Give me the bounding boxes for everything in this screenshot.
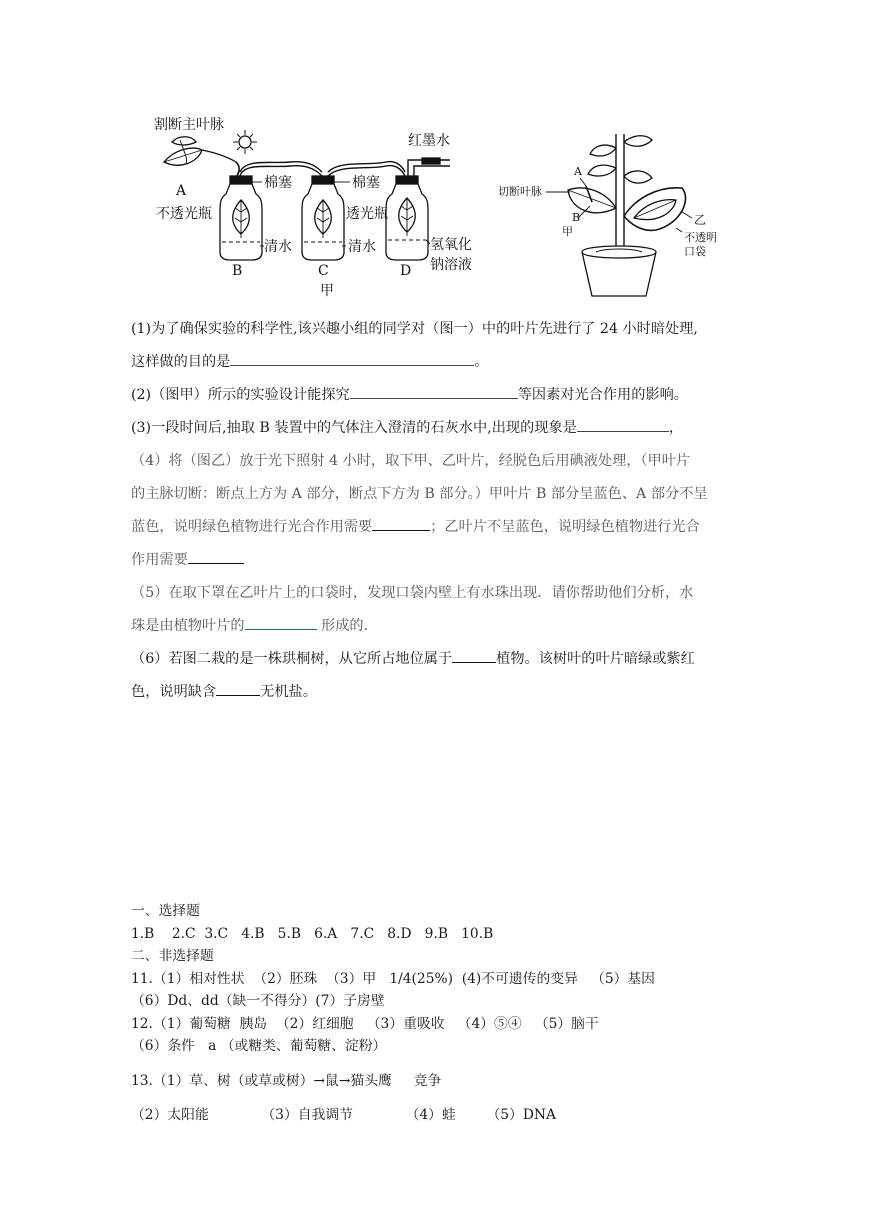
q4-text-c: 乙叶片不呈蓝色，说明绿色植物进行光合 (444, 519, 700, 535)
answer-12-line2: （6）条件 a （或糖类、葡萄糖、淀粉） (131, 1038, 387, 1054)
section2-title: 二、非选择题 (131, 948, 214, 964)
q1-end: 。 (474, 354, 489, 370)
q3-text-b: ， (668, 420, 684, 436)
yi-label-cut-leaf-vein: 切断叶脉 (498, 185, 542, 198)
figure-jia (150, 112, 472, 304)
q6-text-b: 植物。该树叶的叶片暗绿或紫红 (496, 651, 695, 667)
q2-answer-blank[interactable] (350, 384, 518, 399)
flower-pot (582, 246, 656, 258)
label-b: B (232, 263, 243, 279)
q5-line1: （5）在取下罩在乙叶片上的口袋时，发现口袋内壁上有水珠出现．请你帮助他们分析，水 (131, 585, 694, 601)
yi-label-yi: 乙 (694, 213, 707, 227)
q3-text-a: (3)一段时间后,抽取 B 装置中的气体注入澄清的石灰水中,出现的现象是 (131, 420, 577, 436)
q4-answer-blank-2[interactable] (188, 549, 244, 564)
q6-line1 (131, 643, 751, 676)
q6-text-c: 色，说明缺含 (131, 684, 217, 700)
q4-line3 (131, 511, 751, 544)
label-red-ink: 红墨水 (408, 133, 450, 149)
q4-line1: （4）将（图乙）放于光下照射 4 小时，取下甲、乙叶片，经脱色后用碘液处理，（甲叶片 (131, 453, 691, 469)
label-d: D (400, 263, 412, 279)
answer-12-line1: 12.（1）葡萄糖 胰岛 （2）红细胞 （3）重吸收 （4）⑤④ （5）脑干 (131, 1015, 599, 1032)
q2-text-a: (2)（图甲）所示的实验设计能探究 (131, 387, 350, 403)
q6-text-d: 无机盐。 (260, 684, 317, 700)
q3-answer-blank[interactable] (577, 417, 669, 432)
label-c: C (318, 263, 329, 279)
questions-block (131, 313, 751, 709)
q6-line2 (131, 676, 751, 709)
label-a: A (176, 183, 187, 199)
yi-label-opaque-line2: 口袋 (684, 245, 706, 258)
section1-title: 一、选择题 (131, 903, 200, 919)
q6-text-a: （6）若图二栽的是一株珙桐树，从它所占地位属于 (131, 651, 453, 667)
q2-line (131, 379, 751, 412)
q4-text-d: 作用需要 (131, 552, 188, 568)
answer-13-line2: （2）太阳能 （3）自我调节 （4）蛙 （5）DNA (131, 1107, 556, 1123)
answer-11-line1: 11.（1）相对性状 （2）胚珠 （3）甲 1/4(25%) (4)不可遗传的变异 （5）基因 (131, 970, 655, 987)
q1-line1: (1)为了确保实验的科学性,该兴趣小组的同学对（图一）中的叶片先进行了 24 小时暗处理, (131, 321, 698, 337)
q4-text-a: 蓝色，说明绿色植物进行光合作用需要 (131, 519, 373, 535)
q4-line2: 的主脉切断：断点上方为 A 部分，断点下方为 B 部分。）甲叶片 B 部分呈蓝色、A 部分不呈 (131, 486, 708, 502)
q1-answer-blank[interactable] (230, 351, 474, 366)
q5-answer-blank[interactable] (245, 615, 317, 630)
q3-line (131, 412, 751, 445)
label-cotton-plug-1: 棉塞 (264, 175, 292, 191)
answer-13-line1: 13.（1）草、树（或草或树）→鼠→猫头鹰 竞争 (131, 1073, 442, 1089)
label-cut-main-vein: 割断主叶脉 (154, 117, 224, 133)
label-transparent-bottle: 透光瓶 (346, 206, 388, 222)
label-naoh-line1: 氢氧化 (430, 237, 472, 253)
q6-answer-blank-1[interactable] (452, 648, 496, 663)
label-water-1: 清水 (264, 239, 292, 255)
yi-label-a: A (574, 165, 582, 178)
label-naoh-line2: 钠溶液 (430, 257, 472, 273)
q2-text-b: 等因素对光合作用的影响。 (517, 387, 688, 403)
leaf-a (164, 148, 202, 165)
answer-key (131, 900, 655, 1058)
figure-yi (496, 128, 726, 304)
q6-answer-blank-2[interactable] (216, 681, 260, 696)
figure-yi-drawing (496, 128, 726, 304)
yi-label-b: B (572, 211, 581, 224)
sun-icon (239, 136, 251, 148)
q1-text: 这样做的目的是 (131, 354, 231, 370)
q5-text-b: 形成的. (316, 618, 369, 634)
section1-answers: 1.B 2.C 3.C 4.B 5.B 6.A 7.C 8.D 9.B 10.B (131, 925, 494, 942)
figure-jia-caption: 甲 (320, 283, 334, 299)
yi-label-opaque-line1: 不透明 (684, 231, 717, 244)
q5-line2 (131, 610, 751, 643)
answer-11-line2: （6）Dd、dd（缺一不得分）(7）子房壁 (131, 993, 385, 1009)
q4-semicolon: ； (430, 519, 445, 535)
q5-text-a: 珠是由植物叶片的 (131, 618, 245, 634)
q4-answer-blank-1[interactable] (372, 516, 430, 531)
answer-13 (131, 1064, 556, 1132)
q4-line4 (131, 544, 751, 577)
yi-label-jia: 甲 (562, 225, 573, 238)
q1-line2 (131, 346, 751, 379)
label-water-2: 清水 (348, 239, 376, 255)
label-cotton-plug-2: 棉塞 (352, 175, 380, 191)
label-opaque-bottle: 不透光瓶 (156, 206, 212, 222)
